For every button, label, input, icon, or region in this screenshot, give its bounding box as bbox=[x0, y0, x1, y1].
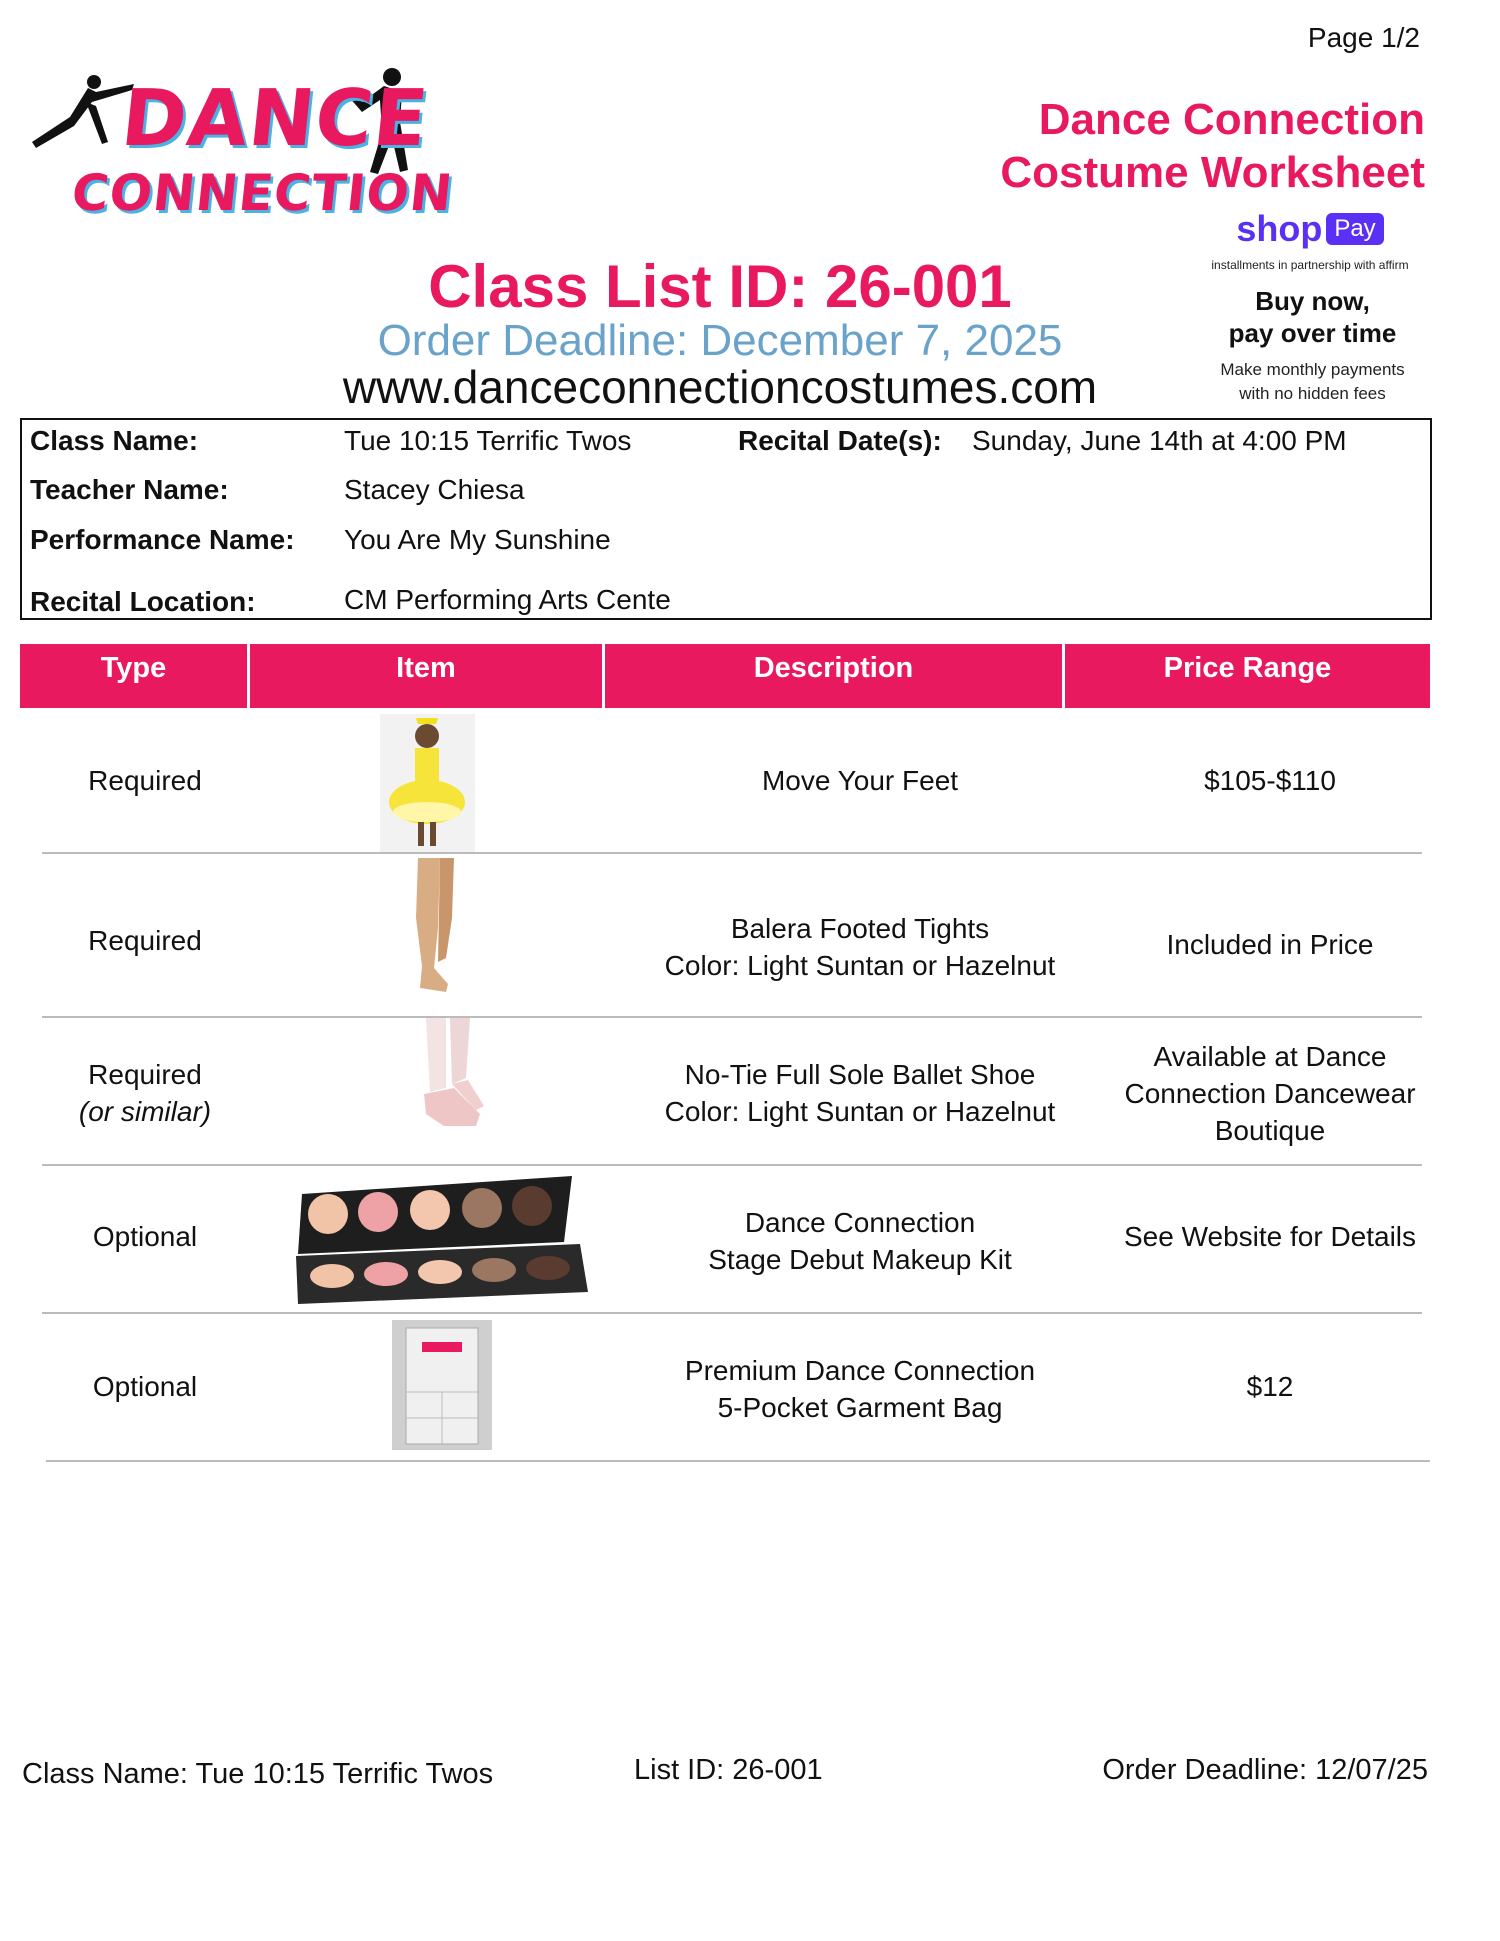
row-divider bbox=[46, 1460, 1430, 1462]
row-price: $105-$110 bbox=[1204, 765, 1336, 796]
ballet-shoe-image bbox=[396, 1018, 492, 1138]
affirm-line: installments in partnership with affirm bbox=[1211, 258, 1409, 272]
recital-dates-label: Recital Date(s): bbox=[738, 425, 942, 456]
table-row bbox=[20, 1018, 1430, 1164]
ballet-shoe-icon bbox=[396, 1018, 492, 1138]
class-info-box bbox=[20, 418, 1432, 620]
price-line2: Connection Dancewear bbox=[1124, 1078, 1416, 1109]
shop-word: shop bbox=[1236, 208, 1323, 249]
row-description: Move Your Feet bbox=[761, 765, 959, 796]
row-type-label: Required bbox=[88, 1059, 202, 1090]
row-price: See Website for Details bbox=[1123, 1221, 1417, 1252]
header-description: Description bbox=[605, 644, 1065, 708]
buy-now-line1: Buy now, bbox=[1255, 286, 1370, 316]
row-divider bbox=[42, 852, 1422, 854]
row-description bbox=[600, 1056, 1120, 1130]
row-type: Required bbox=[88, 765, 202, 796]
header-item: Item bbox=[250, 644, 605, 708]
footer-order-deadline: Order Deadline: 12/07/25 bbox=[1102, 1754, 1428, 1786]
row-description bbox=[600, 1352, 1120, 1426]
tights-image bbox=[388, 858, 478, 998]
order-deadline: Order Deadline: December 7, 2025 bbox=[377, 316, 1063, 365]
table-row bbox=[20, 710, 1430, 852]
footer-class-name: Class Name: Tue 10:15 Terrific Twos bbox=[22, 1758, 494, 1790]
row-type: Required bbox=[88, 925, 202, 956]
price-line3: Boutique bbox=[1214, 1115, 1326, 1146]
makeup-palette-icon bbox=[292, 1174, 592, 1306]
recital-location-label: Recital Location: bbox=[30, 586, 256, 617]
class-name-value: Tue 10:15 Terrific Twos bbox=[344, 425, 632, 456]
table-row bbox=[20, 1314, 1430, 1460]
row-description bbox=[600, 910, 1120, 984]
logo-line-connection: CONNECTION bbox=[68, 164, 456, 222]
row-type: Optional bbox=[92, 1371, 198, 1402]
monthly-payments-text bbox=[1190, 358, 1435, 406]
monthly-line1: Make monthly payments bbox=[1220, 360, 1405, 379]
description-line2: 5-Pocket Garment Bag bbox=[717, 1392, 1003, 1423]
description-line1: Premium Dance Connection bbox=[684, 1355, 1036, 1386]
shoppay-logo bbox=[1195, 208, 1425, 250]
recital-location-value: CM Performing Arts Cente bbox=[344, 584, 671, 615]
worksheet-title-line2: Costume Worksheet bbox=[1000, 148, 1425, 197]
row-price: $12 bbox=[1246, 1371, 1294, 1402]
makeup-kit-image bbox=[292, 1174, 592, 1306]
row-price: Included in Price bbox=[1166, 929, 1374, 960]
footer-list-id: List ID: 26-001 bbox=[634, 1754, 823, 1786]
website-url: www.danceconnectioncostumes.com bbox=[342, 361, 1098, 413]
description-line1: Dance Connection bbox=[744, 1207, 976, 1238]
costume-table-header bbox=[20, 644, 1430, 708]
costume-image bbox=[380, 714, 475, 852]
header-type: Type bbox=[20, 644, 250, 708]
table-row bbox=[20, 1166, 1430, 1312]
row-price bbox=[1100, 1038, 1440, 1149]
buy-now-text bbox=[1190, 285, 1435, 349]
garment-bag-image bbox=[392, 1320, 492, 1450]
buy-now-line2: pay over time bbox=[1228, 318, 1397, 348]
logo-line-dance: DANCE bbox=[117, 74, 433, 164]
description-line1: No-Tie Full Sole Ballet Shoe bbox=[684, 1059, 1036, 1090]
price-line1: Available at Dance bbox=[1153, 1041, 1387, 1072]
monthly-line2: with no hidden fees bbox=[1239, 384, 1386, 403]
header-price-range: Price Range bbox=[1163, 652, 1332, 684]
worksheet-title-line1: Dance Connection bbox=[1038, 95, 1425, 144]
class-list-id: Class List ID: 26-001 bbox=[428, 253, 1012, 320]
class-name-label: Class Name: bbox=[30, 425, 199, 456]
garment-bag-icon bbox=[392, 1320, 492, 1450]
pay-badge: Pay bbox=[1326, 213, 1383, 245]
performance-name-value: You Are My Sunshine bbox=[344, 524, 611, 555]
description-line1: Balera Footed Tights bbox=[730, 913, 990, 944]
description-line2: Stage Debut Makeup Kit bbox=[708, 1244, 1012, 1275]
tights-icon bbox=[388, 858, 478, 998]
recital-dates-value: Sunday, June 14th at 4:00 PM bbox=[972, 425, 1347, 456]
row-type-note: (or similar) bbox=[78, 1096, 212, 1127]
teacher-name-value: Stacey Chiesa bbox=[344, 474, 525, 505]
row-type bbox=[20, 1056, 270, 1130]
teacher-name-label: Teacher Name: bbox=[30, 474, 229, 505]
performance-name-label: Performance Name: bbox=[30, 524, 295, 555]
yellow-costume-icon bbox=[380, 714, 475, 852]
row-description bbox=[600, 1204, 1120, 1278]
description-line2: Color: Light Suntan or Hazelnut bbox=[664, 1096, 1056, 1127]
dance-connection-logo bbox=[22, 62, 456, 232]
page-number: Page 1/2 bbox=[1307, 22, 1420, 53]
description-line2: Color: Light Suntan or Hazelnut bbox=[664, 950, 1056, 981]
table-row bbox=[20, 856, 1430, 1016]
row-type: Optional bbox=[92, 1221, 198, 1252]
